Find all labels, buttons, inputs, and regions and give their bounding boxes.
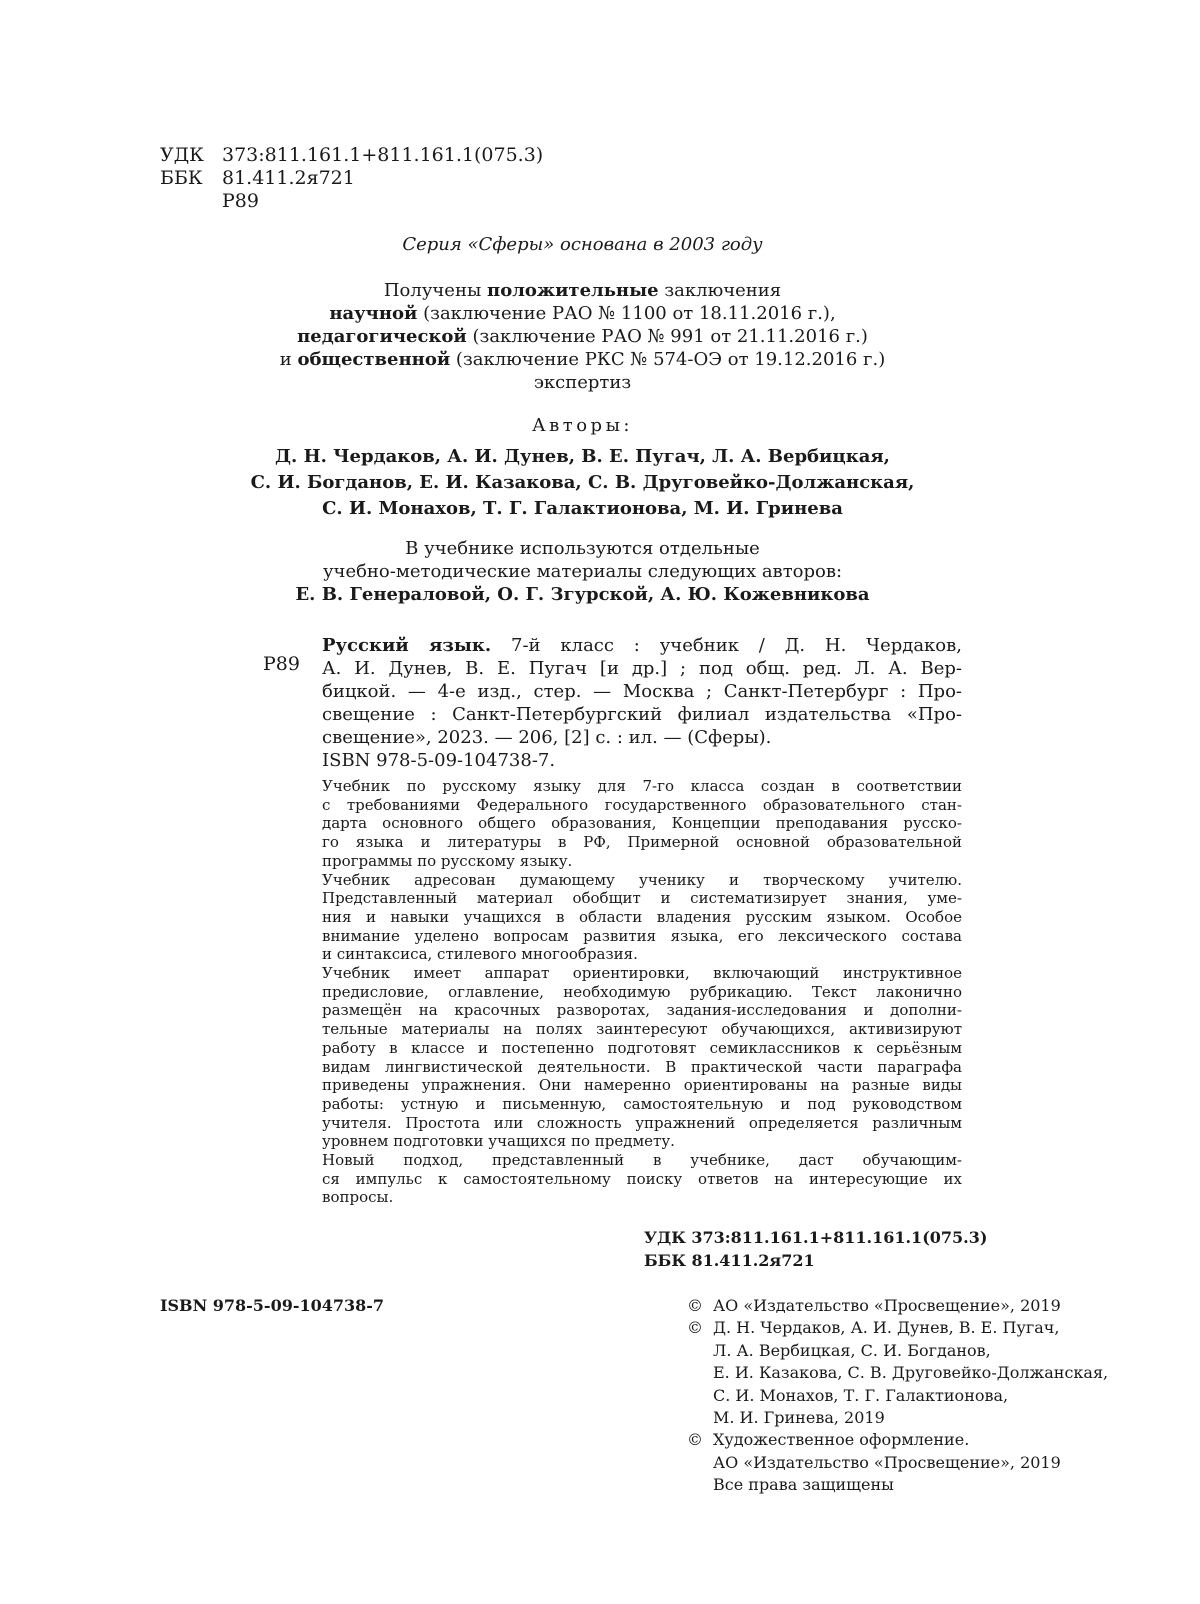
- approvals-line-1-post: заключения: [658, 280, 782, 301]
- approvals-line-1-pre: Получены: [383, 280, 488, 301]
- annotation-line: Представленный материал обобщит и систематизирует знания, уме-: [322, 889, 962, 908]
- bottom-udk: УДК 373:811.161.1+811.161.1(075.3): [644, 1228, 988, 1247]
- authors-line: Д. Н. Чердаков, А. И. Дунев, В. Е. Пугач, Л. А. Вербицкая,: [275, 446, 890, 467]
- approvals-line-1: [160, 279, 1005, 302]
- annotation-line: размещён на красочных разворотах, задания-исследования и дополни-: [322, 1001, 962, 1020]
- supplementary-materials: [160, 537, 1005, 606]
- approvals-line-1-bold: положительные: [487, 280, 659, 301]
- copyright-line: АО «Издательство «Просвещение», 2019: [713, 1452, 1061, 1472]
- bib-line-4: свещение : Санкт-Петербургский филиал издательства «Про-: [322, 704, 962, 725]
- annotation-line: Новый подход, представленный в учебнике, даст обучающим-: [322, 1151, 962, 1170]
- classification-codes: [160, 144, 543, 213]
- copyright-line: М. И. Гринева, 2019: [713, 1408, 885, 1428]
- copyright-line: Л. А. Вербицкая, С. И. Богданов,: [713, 1340, 991, 1360]
- bib-author-mark: Р89: [263, 653, 300, 675]
- bib-title: Русский язык.: [322, 635, 492, 656]
- author-mark-row: [160, 190, 543, 213]
- copyright-icon: ©: [687, 1430, 703, 1450]
- approvals-line-3-rest: (заключение РАО № 991 от 21.11.2016 г.): [466, 326, 868, 347]
- annotation-line: го языка и литературы в РФ, Примерной основной образовательной: [322, 833, 962, 852]
- annotation-line: и синтаксиса, стилевого многообразия.: [322, 945, 638, 964]
- authors-label: Авторы:: [532, 415, 633, 436]
- annotation-line: программы по русскому языку.: [322, 851, 573, 870]
- approvals-line-4: [160, 348, 1005, 371]
- copyright-entry-publisher: [687, 1295, 1108, 1317]
- bib-line-1-rest: 7-й класс : учебник / Д. Н. Чердаков,: [491, 635, 962, 656]
- annotation-line: дарта основного общего образования, Концепции преподавания русско-: [322, 814, 962, 833]
- approvals-line-5: экспертиз: [533, 372, 632, 393]
- annotation-line: с требованиями Федерального государственного образовательного стан-: [322, 795, 962, 814]
- approvals-line-2: [160, 302, 1005, 325]
- annotation-line: работу в классе и постепенно подготовят семиклассников к серьёзным: [322, 1038, 962, 1057]
- udk-row: [160, 144, 543, 167]
- bib-line-1: [322, 634, 962, 657]
- approvals-line-2-bold: научной: [329, 303, 418, 324]
- annotation-line: вопросы.: [322, 1188, 394, 1207]
- expertise-approvals: [160, 279, 1005, 394]
- annotation-line: Учебник адресован думающему ученику и творческому учителю.: [322, 870, 962, 889]
- bib-line-3: бицкой. — 4-е изд., стер. — Москва ; Санкт-Петербург : Про-: [322, 681, 962, 702]
- authors-list: [160, 444, 1005, 522]
- author-mark: Р89: [222, 190, 259, 212]
- bib-line-2: А. И. Дунев, В. Е. Пугач [и др.] ; под общ. ред. Л. А. Вер-: [322, 658, 962, 679]
- authors-line: С. И. Богданов, Е. И. Казакова, С. В. Друговейко-Должанская,: [250, 472, 915, 493]
- copyright-entry-design: [687, 1429, 1108, 1496]
- annotation-line: учителя. Простота или сложность упражнений определяется различным: [322, 1113, 962, 1132]
- bbk-value: 81.411.2я721: [222, 167, 355, 189]
- copyright-line: Е. И. Казакова, С. В. Друговейко-Должанская,: [713, 1363, 1109, 1383]
- annotation-line: внимание уделено вопросам развития языка, его лексического состава: [322, 926, 962, 945]
- annotation-line: уровнем подготовки учащихся по предмету.: [322, 1132, 675, 1151]
- approvals-line-3-bold: педагогической: [297, 326, 467, 347]
- annotation-line: Учебник по русскому языку для 7-го класса создан в соответствии: [322, 777, 962, 795]
- annotation-line: тельные материалы на полях заинтересуют обучающихся, активизируют: [322, 1020, 962, 1039]
- series-line: Серия «Сферы» основана в 2003 году: [402, 234, 763, 255]
- annotation: [322, 777, 962, 1207]
- bibliographic-record: [322, 634, 962, 772]
- copyright-line: С. И. Монахов, Т. Г. Галактионова,: [713, 1385, 1009, 1405]
- bbk-row: [160, 167, 543, 190]
- udk-value: 373:811.161.1+811.161.1(075.3): [222, 144, 544, 166]
- annotation-line: ся импульс к самостоятельному поиску ответов на интересующие их: [322, 1169, 962, 1188]
- copyright-block: [687, 1295, 1108, 1497]
- bib-line-5: свещение», 2023. — 206, [2] с. : ил. — (Сферы).: [322, 727, 772, 748]
- approvals-line-2-rest: (заключение РАО № 1100 от 18.11.2016 г.),: [417, 303, 836, 324]
- annotation-line: видам лингвистической деятельности. В практической части параграфа: [322, 1057, 962, 1076]
- udk-label: УДК: [160, 144, 204, 166]
- authors-line: С. И. Монахов, Т. Г. Галактионова, М. И. Гринева: [322, 498, 843, 519]
- approvals-line-3: [160, 325, 1005, 348]
- materials-line-2: учебно-методические материалы следующих авторов:: [322, 561, 843, 582]
- copyright-line: Д. Н. Чердаков, А. И. Дунев, В. Е. Пугач,: [713, 1318, 1060, 1338]
- annotation-line: Учебник имеет аппарат ориентировки, включающий инструктивное: [322, 964, 962, 983]
- approvals-line-4-rest: (заключение РКС № 574-ОЭ от 19.12.2016 г.): [450, 349, 886, 370]
- materials-line-1: В учебнике используются отдельные: [405, 538, 760, 559]
- approvals-line-4-bold: общественной: [297, 349, 451, 370]
- copyright-icon: ©: [687, 1318, 703, 1338]
- annotation-line: предисловие, оглавление, необходимую рубрикацию. Текст лаконично: [322, 982, 962, 1001]
- copyright-line: АО «Издательство «Просвещение», 2019: [713, 1296, 1061, 1315]
- all-rights-reserved: Все права защищены: [713, 1475, 894, 1495]
- approvals-line-4-pre: и: [279, 349, 298, 370]
- bbk-label: ББК: [160, 167, 203, 189]
- copyright-icon: ©: [687, 1296, 703, 1315]
- annotation-line: приведены упражнения. Они намеренно ориентированы на разные виды: [322, 1076, 962, 1095]
- bottom-classification-codes: [644, 1226, 987, 1272]
- bottom-bbk: ББК 81.411.2я721: [644, 1251, 815, 1270]
- materials-authors: Е. В. Генераловой, О. Г. Згурской, А. Ю. Кожевникова: [295, 584, 870, 605]
- annotation-line: ния и навыки учащихся в области владения русским языком. Особое: [322, 907, 962, 926]
- isbn: ISBN 978-5-09-104738-7: [160, 1296, 385, 1315]
- bib-isbn: ISBN 978-5-09-104738-7.: [322, 750, 556, 771]
- annotation-line: работы: устную и письменную, самостоятельную и под руководством: [322, 1094, 962, 1113]
- copyright-entry-authors: [687, 1317, 1108, 1429]
- copyright-line: Художественное оформление.: [713, 1430, 970, 1450]
